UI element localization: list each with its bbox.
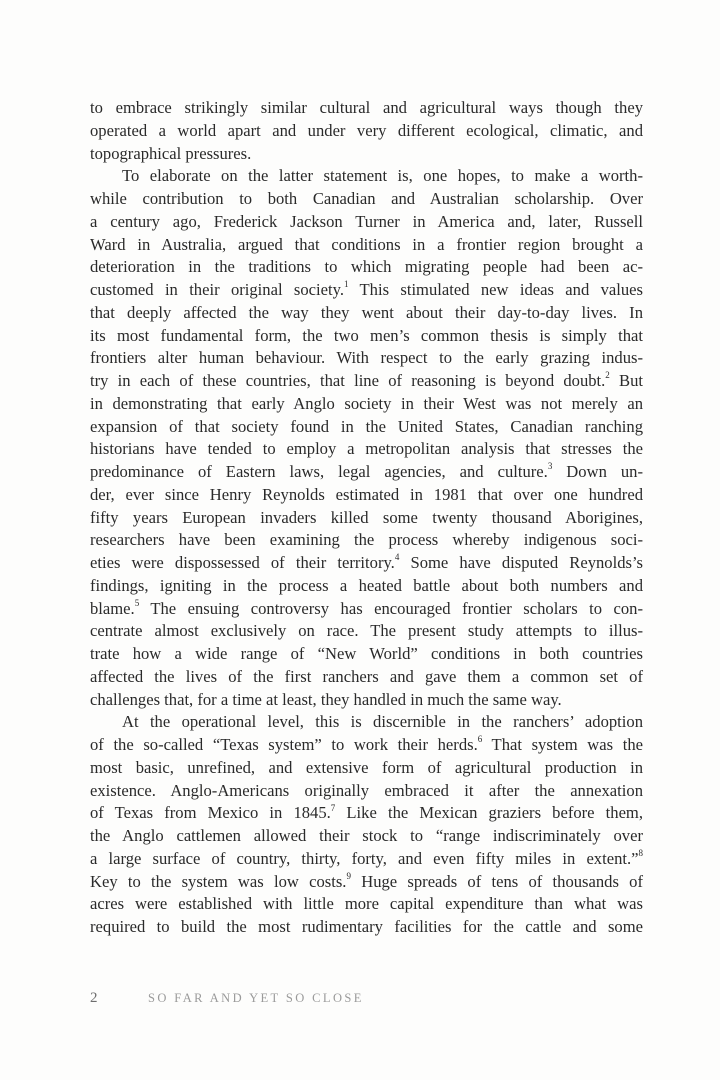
text-line [90, 575, 643, 598]
line-text-continued: That system was the [482, 735, 643, 754]
line-text: frontiers alter human behaviour. With respect to the early grazing indus- [90, 348, 643, 368]
line-text-continued: This stimulated new ideas and values [348, 280, 643, 299]
line-text: expansion of that society found in the United States, Canadian ranching [90, 416, 643, 436]
text-line [90, 711, 643, 734]
text-line [90, 188, 643, 211]
line-text: operated a world apart and under very different ecological, climatic, and [90, 120, 643, 140]
footnote-marker[interactable]: 1 [343, 279, 349, 290]
line-text: eties were dispossessed of their territory. [90, 553, 395, 572]
footnote-marker[interactable]: 3 [547, 461, 553, 472]
text-line [90, 666, 643, 689]
text-line [90, 552, 643, 575]
text-line [90, 416, 643, 439]
footnote-marker[interactable]: 4 [394, 552, 400, 563]
text-line [90, 234, 643, 257]
line-text: customed in their original society. [90, 280, 344, 299]
text-line [90, 393, 643, 416]
line-text: trate how a wide range of “New World” conditions in both countries [90, 644, 643, 663]
line-text-continued: Some have disputed Reynolds’s [399, 553, 644, 572]
text-line [90, 598, 643, 621]
line-text: while contribution to both Canadian and Australian scholarship. Over [90, 189, 643, 208]
text-line [90, 893, 643, 916]
text-line [90, 871, 643, 894]
page-number: 2 [90, 990, 98, 1006]
text-line [90, 620, 643, 643]
line-text: try in each of these countries, that line of reasoning is beyond doubt. [90, 371, 606, 390]
text-line [90, 256, 643, 279]
text-line [90, 802, 643, 825]
text-line [90, 757, 643, 780]
line-text: most basic, unrefined, and extensive form of agricultural production in [90, 757, 643, 777]
text-line [90, 848, 643, 871]
line-text: der, ever since Henry Reynolds estimated in 1981 that over one hundred [90, 484, 643, 504]
text-line [90, 120, 643, 143]
line-text: researchers have been examining the process whereby indigenous soci- [90, 530, 643, 550]
text-line [90, 825, 643, 848]
text-line [90, 734, 643, 757]
text-line [90, 279, 643, 302]
line-text: required to build the most rudimentary facilities for the cattle and some [90, 917, 643, 936]
line-text: centrate almost exclusively on race. The present study attempts to illus- [90, 621, 643, 641]
text-line [90, 643, 643, 666]
footnote-marker[interactable]: 8 [638, 848, 643, 859]
line-text: Key to the system was low costs. [90, 871, 347, 891]
text-line [90, 916, 643, 939]
page-footer [90, 990, 364, 1007]
line-text: fifty years European invaders killed some twenty thousand Aborigines, [90, 507, 643, 527]
footnote-marker[interactable]: 9 [346, 870, 351, 881]
line-text-continued: Like the Mexican graziers before them, [335, 803, 643, 823]
text-line [90, 302, 643, 325]
text-line [90, 780, 643, 803]
line-text: of the so-called “Texas system” to work their herds. [90, 735, 478, 754]
line-text: challenges that, for a time at least, they handled in much the same way. [90, 689, 562, 709]
line-text: in demonstrating that early Anglo society in their West was not merely an [90, 393, 643, 413]
line-text: acres were established with little more capital expenditure than what was [90, 894, 643, 914]
text-line [90, 347, 643, 370]
line-text: the Anglo cattlemen allowed their stock to “range indiscriminately over [90, 826, 643, 845]
footnote-marker[interactable]: 6 [477, 734, 483, 745]
line-text: affected the lives of the first ranchers and gave them a common set of [90, 666, 643, 686]
text-line [90, 461, 643, 484]
line-text: At the operational level, this is discernible in the ranchers’ adoption [122, 712, 643, 732]
footnote-marker[interactable]: 2 [605, 370, 610, 381]
text-line [90, 97, 643, 120]
text-line [90, 325, 643, 348]
line-text: a century ago, Frederick Jackson Turner in America and, later, Russell [90, 211, 643, 231]
text-line [90, 689, 643, 712]
line-text: blame. [90, 598, 135, 618]
line-text: to embrace strikingly similar cultural and agricultural ways though they [90, 98, 643, 117]
line-text: its most fundamental form, the two men’s common thesis is simply that [90, 325, 643, 345]
footnote-marker[interactable]: 7 [330, 802, 336, 813]
line-text: deterioration in the traditions to which migrating people had been ac- [90, 257, 643, 277]
line-text-continued: Down un- [552, 462, 643, 481]
line-text-continued: The ensuing controversy has encouraged frontier scholars to con- [139, 598, 643, 618]
line-text-continued: But [609, 371, 643, 390]
text-line [90, 211, 643, 234]
line-text: historians have tended to employ a metropolitan analysis that stresses the [90, 439, 643, 459]
line-text: of Texas from Mexico in 1845. [90, 803, 331, 823]
line-text-continued: Huge spreads of tens of thousands of [350, 871, 644, 891]
text-line [90, 370, 643, 393]
line-text: Ward in Australia, argued that conditions in a frontier region brought a [90, 234, 643, 254]
text-line [90, 507, 643, 530]
line-text: a large surface of country, thirty, forty, and even fifty miles in extent.” [90, 848, 639, 868]
line-text: existence. Anglo-Americans originally embraced it after the annexation [90, 780, 643, 800]
text-line [90, 438, 643, 461]
footnote-marker[interactable]: 5 [134, 597, 140, 608]
line-text: To elaborate on the latter statement is, one hopes, to make a worth- [122, 166, 643, 186]
text-line [90, 529, 643, 552]
text-line [90, 484, 643, 507]
running-head: SO FAR AND YET SO CLOSE [148, 991, 364, 1005]
text-line [90, 165, 643, 188]
line-text: topographical pressures. [90, 143, 252, 163]
line-text: findings, igniting in the process a heated battle about both numbers and [90, 575, 643, 595]
body-text [90, 97, 643, 939]
line-text: that deeply affected the way they went about their day-to-day lives. In [90, 302, 643, 322]
text-line [90, 143, 643, 166]
line-text: predominance of Eastern laws, legal agencies, and culture. [90, 462, 548, 481]
